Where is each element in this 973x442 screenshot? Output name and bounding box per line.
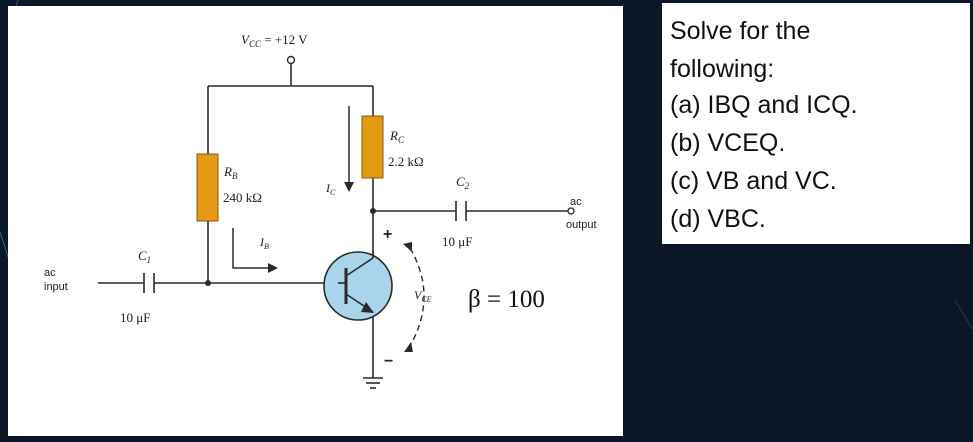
vce-label: $V_{CE}$	[414, 288, 432, 304]
question-panel	[662, 3, 970, 244]
question-line: (b) VCEQ.	[670, 129, 786, 157]
rb-label: $R_B$	[224, 164, 238, 181]
rb-resistor	[197, 154, 218, 221]
rb-value: 240 kΩ	[223, 190, 262, 205]
vcc-label: $V_{CC} = +12$ V	[241, 32, 308, 49]
ac-input-label: input	[44, 281, 68, 293]
ib-label: $I_B$	[260, 235, 269, 251]
transistor-icon	[324, 252, 392, 320]
circuit-diagram-panel	[8, 6, 623, 436]
question-line: (a) IBQ and ICQ.	[670, 91, 858, 119]
junction-dot	[205, 280, 211, 286]
question-line: Solve for the	[670, 17, 811, 45]
ic-arrowhead-icon	[344, 182, 354, 192]
c2-value: 10 μF	[442, 234, 473, 249]
circuit-schematic	[8, 6, 623, 436]
question-line: following:	[670, 55, 775, 83]
vce-minus-sign: −	[384, 353, 394, 370]
wires	[98, 64, 568, 378]
rc-label: $R_C$	[390, 128, 404, 145]
c1-label: $C_1$	[138, 248, 152, 265]
c1-value: 10 μF	[120, 310, 151, 325]
vce-plus-sign: +	[383, 226, 393, 243]
output-terminal-icon	[568, 208, 574, 214]
ic-label: $I_C$	[326, 181, 336, 197]
beta-label: β = 100	[468, 286, 545, 313]
vcc-terminal-icon	[288, 57, 295, 64]
ac-output-label: ac	[570, 196, 582, 208]
question-line: (c) VB and VC.	[670, 167, 837, 195]
ground-icon	[363, 378, 383, 388]
question-line: (d) VBC.	[670, 205, 766, 233]
rc-value: 2.2 kΩ	[388, 154, 424, 169]
rc-resistor	[362, 116, 383, 178]
ac-input-label: ac	[44, 267, 56, 279]
ib-arrowhead-icon	[268, 263, 278, 273]
vce-arc-arrowhead-icon	[403, 242, 412, 252]
c2-label: $C_2$	[456, 174, 470, 191]
ac-output-label: output	[566, 219, 597, 231]
junction-dot	[370, 208, 376, 214]
